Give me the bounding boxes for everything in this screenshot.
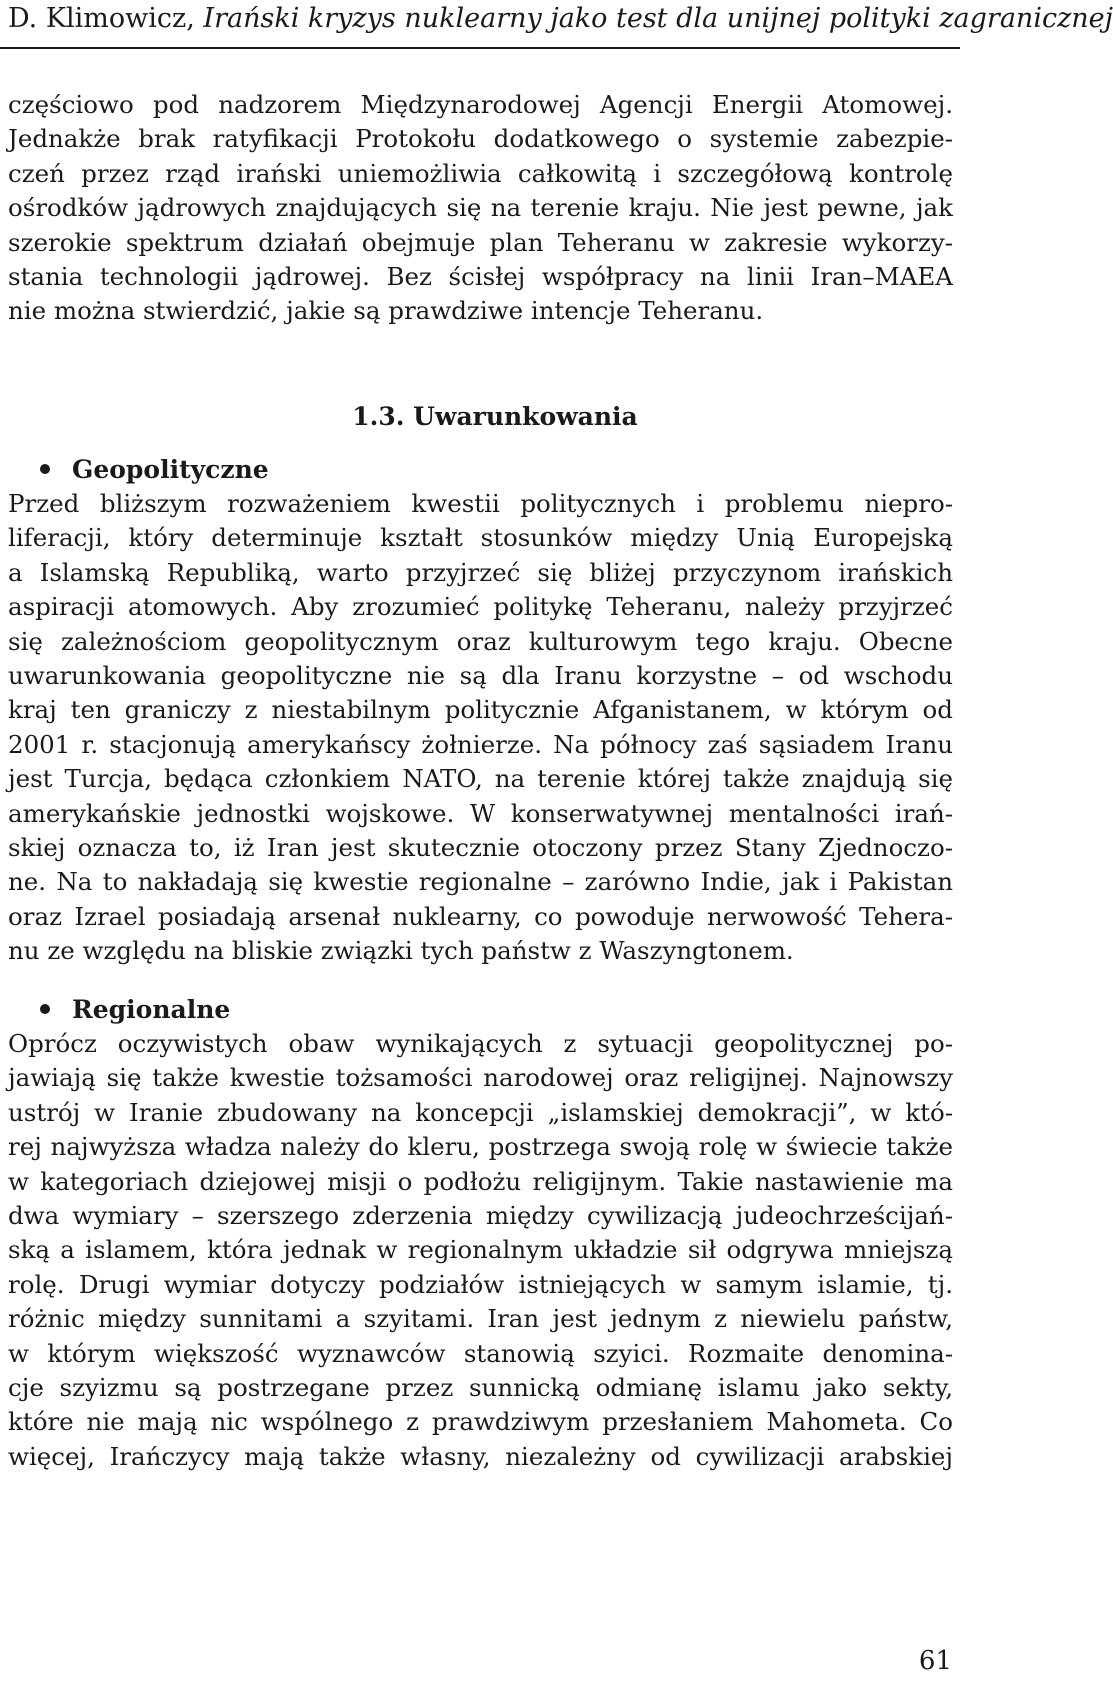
bullet-icon <box>40 464 50 474</box>
header-rule <box>0 47 960 49</box>
text-line: oraz Izrael posiadają arsenał nuklearny, co powoduje nerwowość Tehera- <box>8 901 953 931</box>
running-head <box>8 2 1113 36</box>
text-line: Przed bliższym rozważeniem kwestii politycznych i problemu niepro- <box>8 489 953 518</box>
text-line: różnic między sunnitami a szyitami. Iran jest jednym z niewielu państw, <box>8 1304 953 1334</box>
subheading-label: Regionalne <box>72 995 231 1024</box>
text-line: 2001 r. stacjonują amerykańscy żołnierze. Na północy zaś sąsiadem Iranu <box>8 729 953 759</box>
text-line: Oprócz oczywistych obaw wynikających z sytuacji geopolitycznej po- <box>8 1029 953 1058</box>
text-line: ską a islamem, która jednak w regionalnym układzie sił odgrywa mniejszą <box>8 1235 953 1265</box>
text-line: aspiracji atomowych. Aby zrozumieć politykę Teheranu, należy przyjrzeć <box>8 592 953 622</box>
text-line: nie można stwierdzić, jakie są prawdziwe intencje Teheranu. <box>8 296 764 326</box>
text-line: częściowo pod nadzorem Międzynarodowej Agencji Energii Atomowej. <box>8 90 953 119</box>
text-line: uwarunkowania geopolityczne nie są dla Iranu korzystne – od wschodu <box>8 661 953 691</box>
running-head-author: D. Klimowicz, <box>8 3 195 34</box>
text-line: amerykańskie jednostki wojskowe. W konserwatywnej mentalności irań- <box>8 798 953 828</box>
text-line: się zależnościom geopolitycznym oraz kulturowym tego kraju. Obecne <box>8 626 953 656</box>
text-line: Jednakże brak ratyfikacji Protokołu dodatkowego o systemie zabezpie- <box>8 124 953 154</box>
text-line: dwa wymiary – szerszego zderzenia między cywilizacją judeochrześcijań- <box>8 1201 953 1231</box>
text-line: a Islamską Republiką, warto przyjrzeć się bliżej przyczynom irańskich <box>8 557 953 587</box>
subheading-label: Geopolityczne <box>72 455 269 484</box>
paragraph-regionalne <box>8 1027 953 1474</box>
text-line: jest Turcja, będąca członkiem NATO, na terenie której także znajdują się <box>8 764 953 794</box>
text-line: ne. Na to nakładają się kwestie regionalne – zarówno Indie, jak i Pakistan <box>8 867 953 897</box>
subheading-geopolityczne <box>40 453 269 487</box>
text-line: więcej, Irańczycy mają także własny, niezależny od cywilizacji arabskiej <box>8 1441 953 1471</box>
text-line: stania technologii jądrowej. Bez ścisłej współpracy na linii Iran–MAEA <box>8 262 953 292</box>
text-line: skiej oznacza to, iż Iran jest skutecznie otoczony przez Stany Zjednoczo- <box>8 833 953 863</box>
text-line: szerokie spektrum działań obejmuje plan Teheranu w zakresie wykorzy- <box>8 227 953 257</box>
text-line: czeń przez rząd irański uniemożliwia całkowitą i szczegółową kontrolę <box>8 158 953 188</box>
page-number: 61 <box>918 1646 952 1676</box>
text-line: ośrodków jądrowych znajdujących się na terenie kraju. Nie jest pewne, jak <box>8 193 953 223</box>
text-line: w kategoriach dziejowej misji o podłożu religijnym. Takie nastawienie ma <box>8 1166 953 1196</box>
section-heading: 1.3. Uwarunkowania <box>352 402 638 431</box>
text-line: w którym większość wyznawców stanowią szyici. Rozmaite denomina- <box>8 1338 953 1368</box>
text-line: rej najwyższa władza należy do kleru, postrzega swoją rolę w świecie także <box>8 1132 953 1162</box>
text-line: cje szyizmu są postrzegane przez sunnicką odmianę islamu jako sekty, <box>8 1373 953 1403</box>
subheading-regionalne <box>40 993 230 1027</box>
text-line: które nie mają nic wspólnego z prawdziwym przesłaniem Mahometa. Co <box>8 1407 953 1437</box>
running-head-title: Irański kryzys nuklearny jako test dla unijnej polityki zagranicznej <box>203 3 1113 34</box>
text-line: liferacji, który determinuje kształt stosunków między Unią Europejską <box>8 523 953 553</box>
text-line: rolę. Drugi wymiar dotyczy podziałów istniejących w samym islamie, tj. <box>8 1269 953 1299</box>
paragraph-geopolityczne <box>8 487 953 969</box>
paragraph-intro <box>8 88 953 329</box>
text-line: jawiają się także kwestie tożsamości narodowej oraz religijnej. Najnowszy <box>8 1063 953 1093</box>
text-line: ustrój w Iranie zbudowany na koncepcji „islamskiej demokracji”, w któ- <box>8 1097 953 1127</box>
text-line: nu ze względu na bliskie związki tych państw z Waszyngtonem. <box>8 936 794 966</box>
bullet-icon <box>40 1004 50 1014</box>
text-line: kraj ten graniczy z niestabilnym politycznie Afganistanem, w którym od <box>8 695 953 725</box>
